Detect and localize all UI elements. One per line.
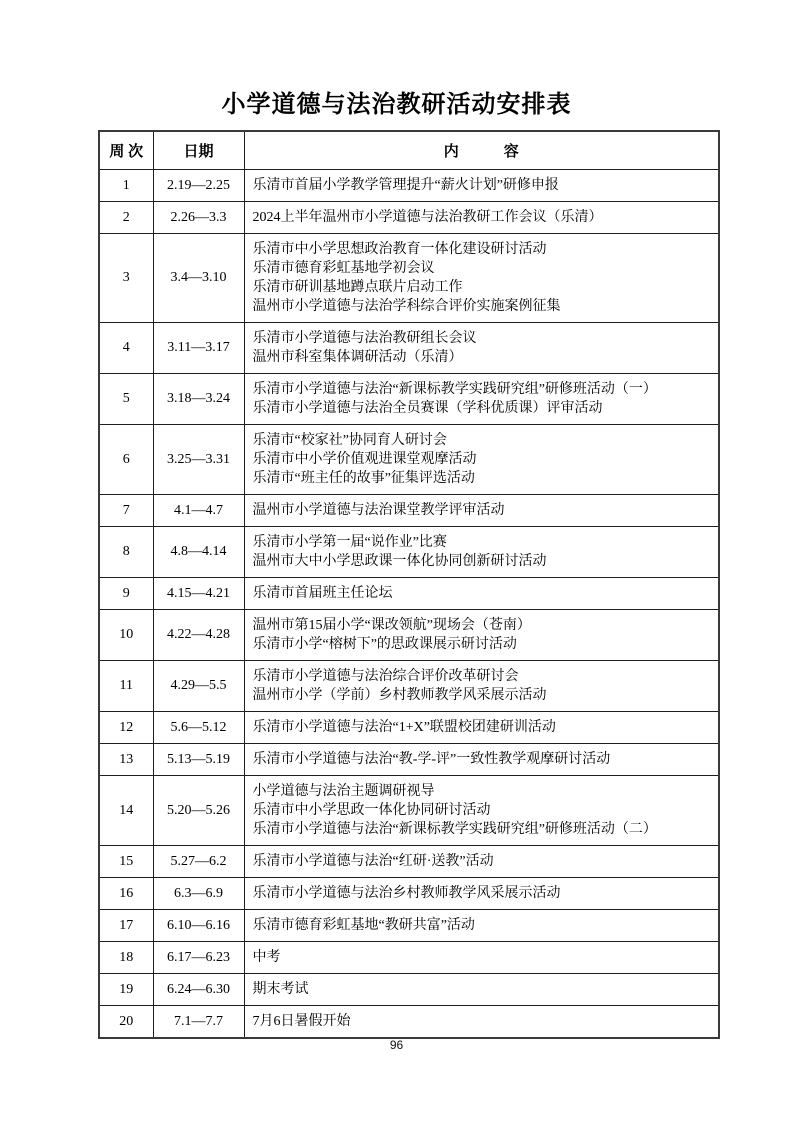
activity-line: 期末考试	[252, 982, 309, 997]
content-cell	[244, 495, 719, 527]
table-row	[99, 578, 719, 610]
header-content: 内 容	[244, 131, 719, 170]
content-cell	[244, 578, 719, 610]
table-row	[99, 878, 719, 910]
week-cell: 16	[99, 878, 153, 910]
table-row	[99, 910, 719, 942]
week-cell: 13	[99, 744, 153, 776]
date-cell: 5.6—5.12	[153, 712, 244, 744]
activity-line: 乐清市“校家社”协同育人研讨会	[252, 433, 447, 448]
activity-line: 乐清市“班主任的故事”征集评选活动	[252, 471, 475, 486]
date-cell: 3.11—3.17	[153, 323, 244, 374]
week-cell: 18	[99, 942, 153, 974]
table-row	[99, 495, 719, 527]
activity-line: 乐清市德育彩虹基地“教研共富”活动	[252, 918, 475, 933]
table-row	[99, 776, 719, 846]
activity-line: 温州市小学（学前）乡村教师教学风采展示活动	[252, 688, 547, 703]
week-cell: 8	[99, 527, 153, 578]
activity-line: 乐清市小学道德与法治教研组长会议	[252, 331, 477, 346]
table-row	[99, 425, 719, 495]
content-cell	[244, 374, 719, 425]
date-cell: 7.1—7.7	[153, 1006, 244, 1039]
date-cell: 3.25—3.31	[153, 425, 244, 495]
content-cell	[244, 974, 719, 1006]
content-cell	[244, 942, 719, 974]
week-cell: 19	[99, 974, 153, 1006]
schedule-table-body	[99, 170, 719, 1039]
date-cell: 4.8—4.14	[153, 527, 244, 578]
header-week: 周 次	[99, 131, 153, 170]
activity-line: 乐清市中小学思政一体化协同研讨活动	[252, 803, 491, 818]
activity-line: 乐清市小学道德与法治乡村教师教学风采展示活动	[252, 886, 561, 901]
activity-line: 乐清市德育彩虹基地学初会议	[252, 261, 435, 276]
table-row	[99, 744, 719, 776]
table-row	[99, 234, 719, 323]
activity-line: 乐清市首届班主任论坛	[252, 586, 393, 601]
content-cell	[244, 712, 719, 744]
content-cell	[244, 234, 719, 323]
week-cell: 5	[99, 374, 153, 425]
header-date: 日期	[153, 131, 244, 170]
week-cell: 2	[99, 202, 153, 234]
table-row	[99, 974, 719, 1006]
week-cell: 1	[99, 170, 153, 202]
date-cell: 5.27—6.2	[153, 846, 244, 878]
table-row	[99, 1006, 719, 1039]
content-cell	[244, 170, 719, 202]
activity-line: 2024上半年温州市小学道德与法治教研工作会议（乐清）	[252, 210, 603, 225]
week-cell: 6	[99, 425, 153, 495]
activity-line: 温州市科室集体调研活动（乐清）	[252, 350, 463, 365]
activity-line: 乐清市小学第一届“说作业”比赛	[252, 535, 447, 550]
table-row	[99, 323, 719, 374]
content-cell	[244, 610, 719, 661]
activity-line: 乐清市小学道德与法治综合评价改革研讨会	[252, 669, 519, 684]
content-cell	[244, 425, 719, 495]
week-cell: 7	[99, 495, 153, 527]
activity-line: 乐清市小学道德与法治“1+X”联盟校团建研训活动	[252, 720, 556, 735]
activity-line: 乐清市小学道德与法治“新课标教学实践研究组”研修班活动（二）	[252, 822, 657, 837]
week-cell: 11	[99, 661, 153, 712]
content-cell	[244, 776, 719, 846]
date-cell: 6.3—6.9	[153, 878, 244, 910]
date-cell: 6.24—6.30	[153, 974, 244, 1006]
week-cell: 12	[99, 712, 153, 744]
week-cell: 9	[99, 578, 153, 610]
activity-line: 温州市大中小学思政课一体化协同创新研讨活动	[252, 554, 547, 569]
activity-line: 温州市第15届小学“课改领航”现场会（苍南）	[252, 618, 531, 633]
schedule-table	[98, 130, 720, 1039]
header-row	[99, 131, 719, 170]
table-row	[99, 374, 719, 425]
week-cell: 17	[99, 910, 153, 942]
date-cell: 6.17—6.23	[153, 942, 244, 974]
activity-line: 中考	[252, 950, 281, 965]
date-cell: 4.15—4.21	[153, 578, 244, 610]
table-row	[99, 712, 719, 744]
date-cell: 4.22—4.28	[153, 610, 244, 661]
date-cell: 5.13—5.19	[153, 744, 244, 776]
content-cell	[244, 527, 719, 578]
page-number: 96	[389, 1038, 404, 1052]
table-row	[99, 610, 719, 661]
activity-line: 7月6日暑假开始	[252, 1014, 351, 1029]
table-row	[99, 846, 719, 878]
content-cell	[244, 744, 719, 776]
content-cell	[244, 202, 719, 234]
table-row	[99, 942, 719, 974]
activity-line: 温州市小学道德与法治课堂教学评审活动	[252, 503, 505, 518]
page-title: 小学道德与法治教研活动安排表	[221, 92, 572, 118]
activity-line: 乐清市首届小学教学管理提升“薪火计划”研修申报	[252, 178, 559, 193]
week-cell: 14	[99, 776, 153, 846]
date-cell: 6.10—6.16	[153, 910, 244, 942]
date-cell: 3.18—3.24	[153, 374, 244, 425]
activity-line: 乐清市小学道德与法治“教-学-评”一致性教学观摩研讨活动	[252, 752, 611, 767]
activity-line: 小学道德与法治主题调研视导	[252, 784, 435, 799]
table-row	[99, 527, 719, 578]
week-cell: 3	[99, 234, 153, 323]
content-cell	[244, 323, 719, 374]
content-cell	[244, 661, 719, 712]
content-cell	[244, 846, 719, 878]
activity-line: 乐清市中小学价值观进课堂观摩活动	[252, 452, 477, 467]
week-cell: 20	[99, 1006, 153, 1039]
content-cell	[244, 910, 719, 942]
activity-line: 乐清市小学道德与法治全员赛课（学科优质课）评审活动	[252, 401, 603, 416]
table-row	[99, 202, 719, 234]
activity-line: 乐清市小学道德与法治“新课标教学实践研究组”研修班活动（一）	[252, 382, 657, 397]
activity-line: 乐清市中小学思想政治教育一体化建设研讨活动	[252, 242, 547, 257]
week-cell: 15	[99, 846, 153, 878]
date-cell: 2.19—2.25	[153, 170, 244, 202]
content-cell	[244, 878, 719, 910]
week-cell: 10	[99, 610, 153, 661]
table-row	[99, 661, 719, 712]
date-cell: 4.29—5.5	[153, 661, 244, 712]
date-cell: 3.4—3.10	[153, 234, 244, 323]
activity-line: 乐清市研训基地蹲点联片启动工作	[252, 280, 463, 295]
activity-line: 乐清市小学“榕树下”的思政课展示研讨活动	[252, 637, 517, 652]
content-cell	[244, 1006, 719, 1039]
activity-line: 温州市小学道德与法治学科综合评价实施案例征集	[252, 299, 561, 314]
date-cell: 4.1—4.7	[153, 495, 244, 527]
date-cell: 5.20—5.26	[153, 776, 244, 846]
activity-line: 乐清市小学道德与法治“红研·送教”活动	[252, 854, 494, 869]
date-cell: 2.26—3.3	[153, 202, 244, 234]
table-row	[99, 170, 719, 202]
week-cell: 4	[99, 323, 153, 374]
